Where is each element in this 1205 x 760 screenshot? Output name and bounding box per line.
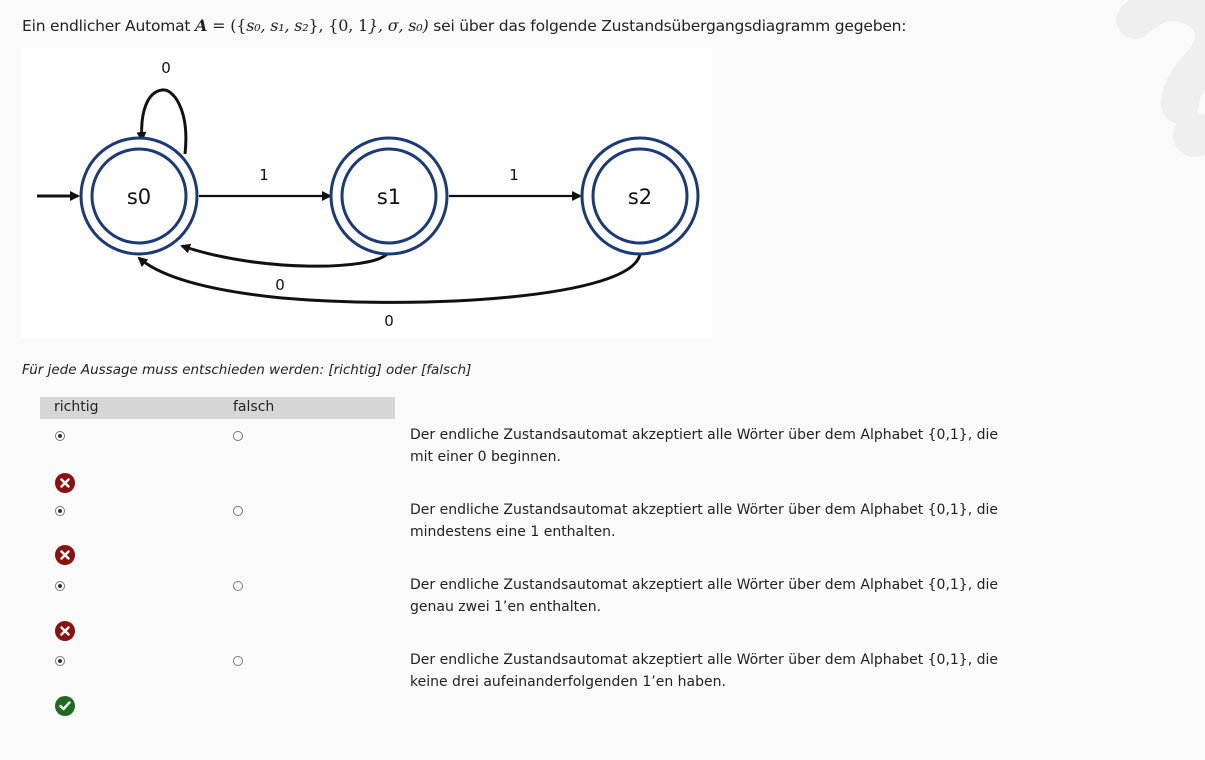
formula-alphabet: 0, 1 [338, 16, 368, 35]
radio-richtig[interactable] [55, 581, 65, 591]
formula-a: A [195, 16, 208, 35]
check-circle-icon [55, 696, 75, 716]
statement-text [410, 574, 1090, 618]
state-label-s1: s1 [376, 185, 402, 209]
instruction-text: Für jede Aussage muss entschieden werden: [richtig] oder [falsch] [22, 362, 472, 378]
radio-richtig[interactable] [55, 431, 65, 441]
statement-line-2: mindestens eine 1 enthalten. [410, 524, 616, 540]
x-circle-icon [55, 473, 75, 493]
state-transition-diagram [22, 48, 712, 338]
transition-s2-s0 [139, 254, 640, 302]
statement-line-1: Der endliche Zustandsautomat akzeptiert alle Wörter über dem Alphabet {0,1}, die [410, 502, 999, 518]
x-circle-icon [55, 621, 75, 641]
radio-falsch[interactable] [233, 656, 243, 666]
statement-line-2: mit einer 0 beginnen. [410, 449, 561, 465]
question-mark-watermark-icon [1095, 0, 1205, 180]
label-s1-s2: 1 [509, 166, 519, 184]
formula-eq: = ({ [207, 16, 247, 35]
radio-falsch[interactable] [233, 581, 243, 591]
statement-line-2: keine drei aufeinanderfolgenden 1’en haben. [410, 674, 726, 690]
column-header-richtig: richtig [54, 399, 99, 415]
formula-mid: }, { [308, 16, 339, 35]
radio-richtig[interactable] [55, 656, 65, 666]
label-s0-s0: 0 [161, 59, 171, 77]
formula-end: }, σ, s₀) [367, 16, 429, 35]
label-s1-s0: 0 [275, 276, 285, 294]
statement-text [410, 424, 1090, 468]
statement-text [410, 649, 1090, 693]
transition-s1-s0 [182, 246, 387, 266]
column-header-falsch: falsch [233, 399, 275, 415]
table-header [40, 397, 395, 419]
statement-line-2: genau zwei 1’en enthalten. [410, 599, 602, 615]
radio-richtig[interactable] [55, 506, 65, 516]
state-label-s2: s2 [627, 185, 653, 209]
radio-falsch[interactable] [233, 431, 243, 441]
statement-text [410, 499, 1090, 543]
intro-text [22, 16, 906, 35]
statement-line-1: Der endliche Zustandsautomat akzeptiert alle Wörter über dem Alphabet {0,1}, die [410, 427, 999, 443]
formula-states: s₀, s₁, s₂ [246, 16, 309, 35]
statement-line-1: Der endliche Zustandsautomat akzeptiert alle Wörter über dem Alphabet {0,1}, die [410, 577, 999, 593]
automaton-formula [195, 16, 428, 35]
x-circle-icon [55, 545, 75, 565]
label-s0-s1: 1 [259, 166, 269, 184]
state-label-s0: s0 [126, 185, 152, 209]
radio-falsch[interactable] [233, 506, 243, 516]
intro-suffix: sei über das folgende Zustandsübergangsdiagramm gegeben: [428, 17, 907, 35]
statement-line-1: Der endliche Zustandsautomat akzeptiert alle Wörter über dem Alphabet {0,1}, die [410, 652, 999, 668]
intro-prefix: Ein endlicher Automat [22, 17, 196, 35]
label-s2-s0: 0 [384, 312, 394, 330]
